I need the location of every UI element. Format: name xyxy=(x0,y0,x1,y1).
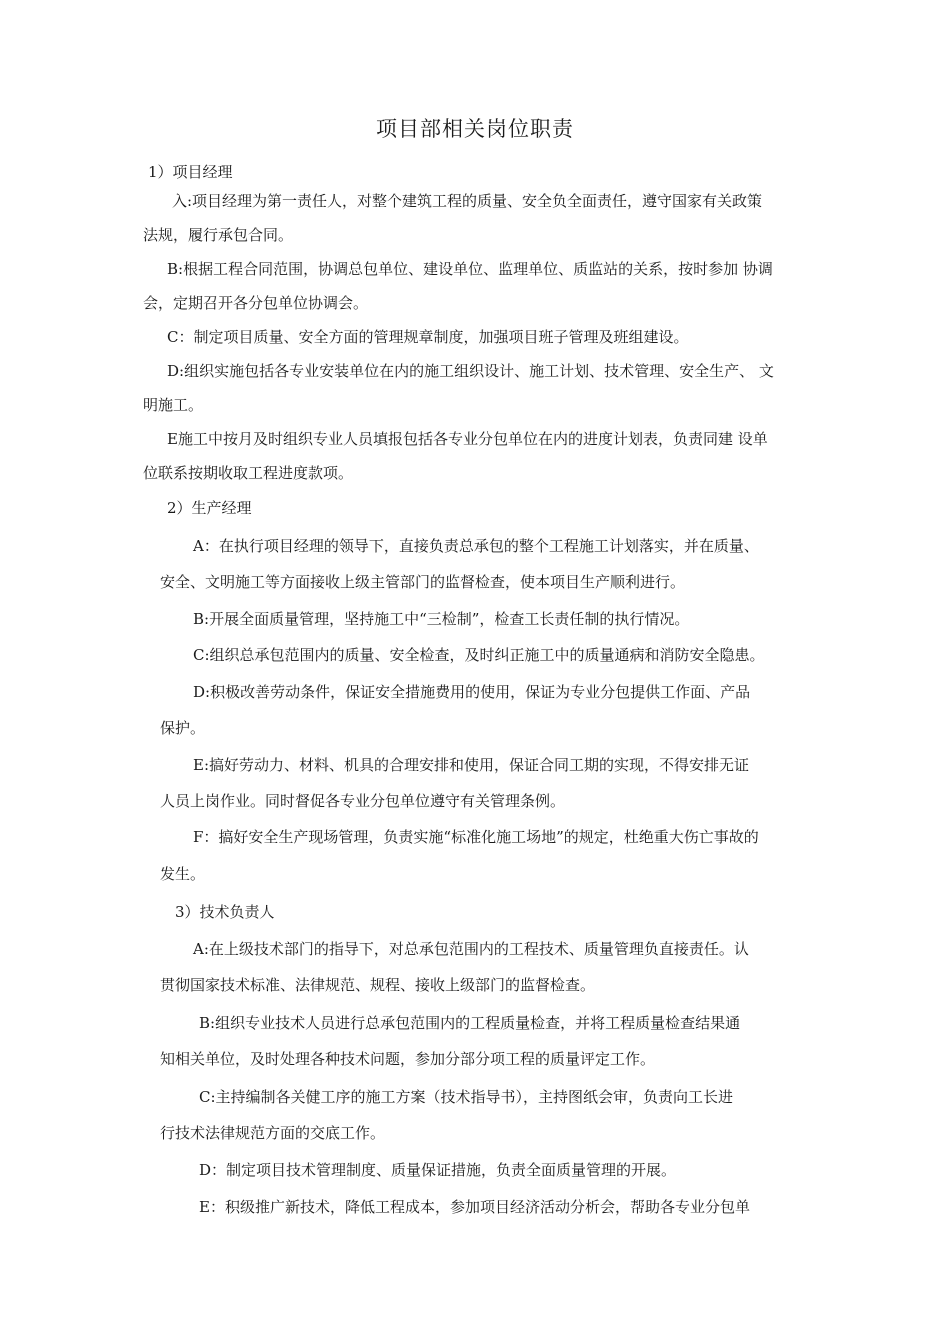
paragraph-line: 明施工。 xyxy=(143,396,204,414)
paragraph-line: 保护。 xyxy=(160,719,206,737)
paragraph-line: 入:项目经理为第一责任人，对整个建筑工程的质量、安全负全面责任，遵守国家有关政策 xyxy=(172,192,763,210)
paragraph-line: E：积级推广新技术，降低工程成本，参加项目经济活动分析会，帮助各专业分包单 xyxy=(199,1198,750,1216)
paragraph-line: E施工中按月及时组织专业人员填报包括各专业分包单位在内的进度计划表，负责同建 设单 xyxy=(167,430,768,448)
paragraph-line: 行技术法律规范方面的交底工作。 xyxy=(160,1124,386,1142)
paragraph-line: 位联系按期收取工程进度款项。 xyxy=(143,464,354,482)
section-heading-project-manager: 1）项目经理 xyxy=(148,163,233,181)
paragraph-line: C：制定项目质量、安全方面的管理规章制度，加强项目班子管理及班组建设。 xyxy=(167,328,689,346)
paragraph-line: A:在上级技术部门的指导下，对总承包范围内的工程技术、质量管理负直接责任。认 xyxy=(193,940,749,958)
document-title: 项目部相关岗位职责 xyxy=(376,117,574,141)
paragraph-line: D:组织实施包括各专业安装单位在内的施工组织设计、施工计划、技术管理、安全生产、 文 xyxy=(167,362,774,380)
paragraph-line: E:搞好劳动力、材料、机具的合理安排和使用，保证合同工期的实现，不得安排无证 xyxy=(193,756,750,774)
paragraph-line: B:根据工程合同范围，协调总包单位、建设单位、监理单位、质监站的关系，按时参加 协调 xyxy=(167,260,773,278)
paragraph-line: 贯彻国家技术标准、法律规范、规程、接收上级部门的监督检查。 xyxy=(160,976,596,994)
section-heading-technical-lead: 3）技术负责人 xyxy=(175,903,275,921)
paragraph-line: D：制定项目技术管理制度、质量保证措施，负责全面质量管理的开展。 xyxy=(199,1161,677,1179)
paragraph-line: F：搞好安全生产现场管理，负责实施“标准化施工场地”的规定，杜绝重大伤亡事故的 xyxy=(193,828,759,846)
paragraph-line: 人员上岗作业。同时督促各专业分包单位遵守有关管理条例。 xyxy=(160,792,566,810)
paragraph-line: A：在执行项目经理的领导下，直接负责总承包的整个工程施工计划落实，并在质量、 xyxy=(193,537,759,555)
paragraph-line: C:组织总承包范围内的质量、安全检查，及时纠正施工中的质量通病和消防安全隐患。 xyxy=(193,646,765,664)
paragraph-line: 知相关单位，及时处理各种技术问题，参加分部分项工程的质量评定工作。 xyxy=(160,1050,656,1068)
paragraph-line: 发生。 xyxy=(160,865,206,883)
paragraph-line: B:组织专业技术人员进行总承包范围内的工程质量检查，并将工程质量检查结果通 xyxy=(199,1014,741,1032)
paragraph-line: B:开展全面质量管理，坚持施工中“三检制”，检查工长责任制的执行情况。 xyxy=(193,610,690,628)
paragraph-line: C:主持编制各关健工序的施工方案（技术指导书），主持图纸会审，负责向工长进 xyxy=(199,1088,734,1106)
section-heading-production-manager: 2）生产经理 xyxy=(167,499,252,517)
paragraph-line: 法规，履行承包合同。 xyxy=(143,226,294,244)
paragraph-line: 会，定期召开各分包单位协调会。 xyxy=(143,294,369,312)
paragraph-line: D:积极改善劳动条件，保证安全措施费用的使用，保证为专业分包提供工作面、产品 xyxy=(193,683,751,701)
paragraph-line: 安全、文明施工等方面接收上级主管部门的监督检查，使本项目生产顺利进行。 xyxy=(160,573,686,591)
